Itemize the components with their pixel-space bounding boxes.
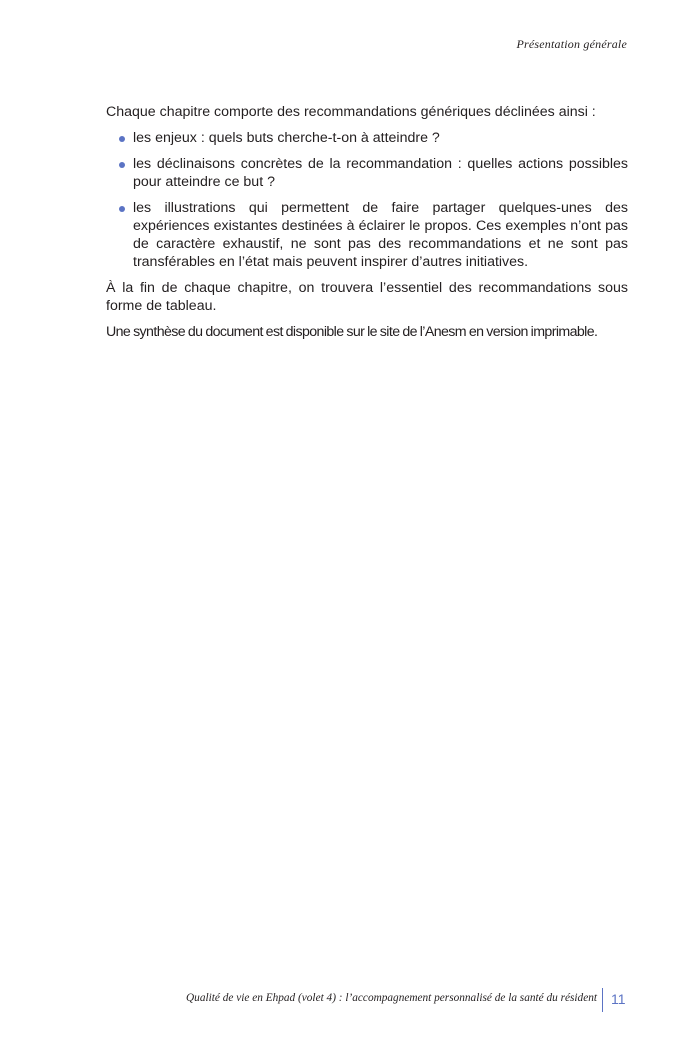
list-item — [106, 129, 628, 147]
bullet-icon — [119, 162, 125, 168]
footer-divider — [602, 988, 603, 1012]
intro-paragraph: Chaque chapitre comporte des recommandations génériques déclinées ainsi : — [106, 104, 596, 120]
list-item-text: les enjeux : quels buts cherche-t-on à atteindre ? — [133, 130, 440, 146]
running-header: Présentation générale — [516, 37, 627, 51]
page-body — [106, 103, 628, 349]
bullet-icon — [119, 206, 125, 212]
footer-document-title: Qualité de vie en Ehpad (volet 4) : l’accompagnement personnalisé de la santé du résident — [186, 992, 597, 1004]
list-item-text: les déclinaisons concrètes de la recommandation : quelles actions possibles pour atteindre ce but ? — [133, 156, 628, 190]
synthesis-paragraph: Une synthèse du document est disponible sur le site de l’Anesm en version imprimable. — [106, 324, 598, 340]
page-number: 11 — [611, 991, 626, 1007]
bullet-list — [106, 129, 628, 271]
bullet-icon — [119, 136, 125, 142]
list-item — [106, 155, 628, 191]
closing-paragraph: À la fin de chaque chapitre, on trouvera l’essentiel des recommandations sous forme de tableau. — [106, 280, 628, 314]
list-item-text: les illustrations qui permettent de faire partager quelques-unes des expériences existantes destinées à éclairer le propos. Ces exemples n’ont pas de caractère exhaustif, ne sont pas des recommandations et ne sont pas transférables en l’état mais peuvent inspirer d’autres initiatives. — [133, 200, 628, 270]
list-item — [106, 199, 628, 271]
